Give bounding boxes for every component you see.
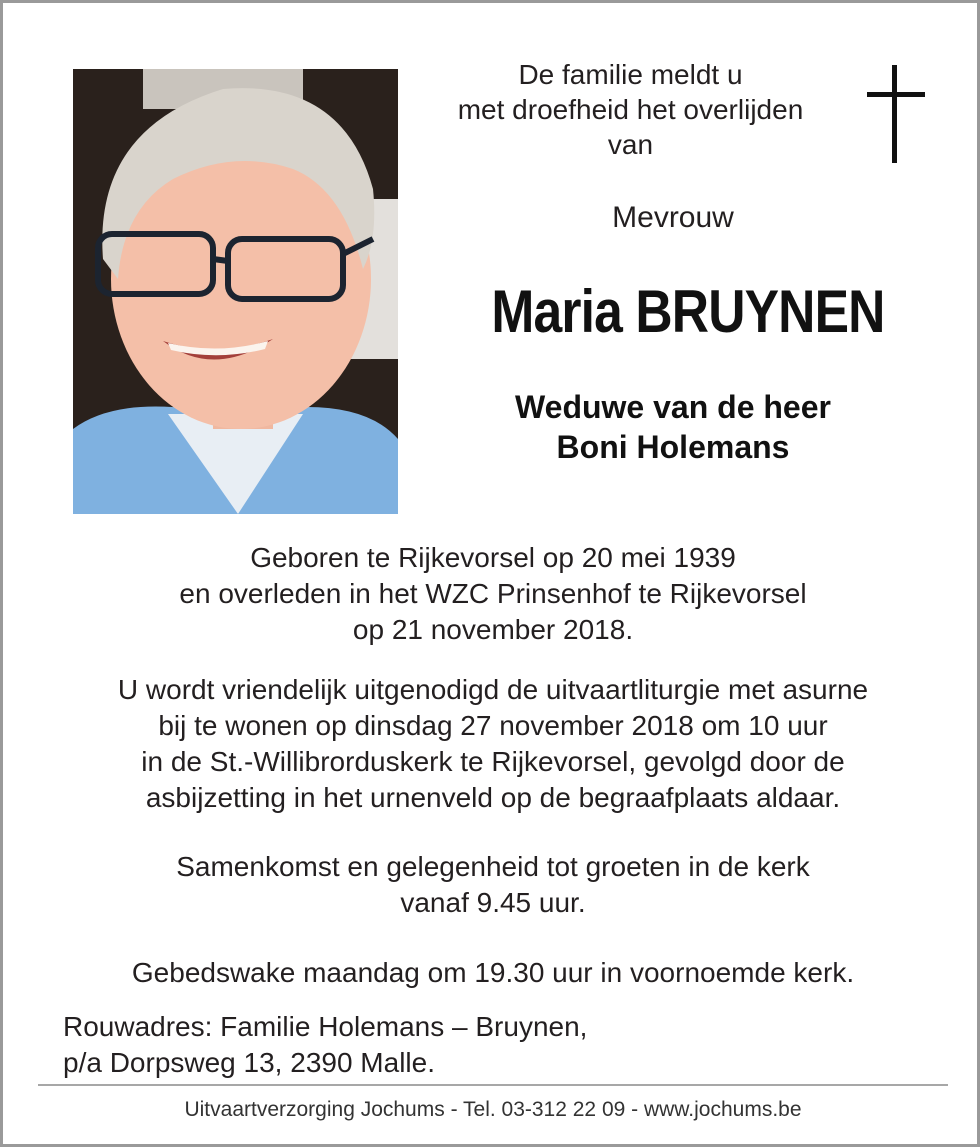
address-line-1: Rouwadres: Familie Holemans – Bruynen,: [63, 1011, 588, 1042]
mourning-address: [63, 1009, 763, 1081]
funeral-line-2: bij te wonen op dinsdag 27 november 2018 om 10 uur: [158, 710, 828, 741]
spouse-line-2: Boni Holemans: [556, 429, 790, 465]
spouse-info: [423, 387, 923, 467]
deceased-name: Maria BRUYNEN: [491, 278, 885, 345]
honorific: Mevrouw: [612, 201, 734, 234]
funeral-line-3: in de St.-Willibrorduskerk te Rijkevorsel, gevolgd door de: [141, 746, 845, 777]
gathering-line-2: vanaf 9.45 uur.: [400, 887, 586, 918]
funeral-invitation: [23, 672, 963, 816]
gathering-line-1: Samenkomst en gelegenheid tot groeten in de kerk: [176, 851, 810, 882]
footer-divider: [38, 1084, 948, 1086]
spouse-line-1: Weduwe van de heer: [515, 389, 831, 425]
intro-line-2: met droefheid het overlijden: [457, 94, 804, 125]
address-line-2: p/a Dorpsweg 13, 2390 Malle.: [63, 1047, 435, 1078]
intro-line-3: van: [607, 129, 654, 160]
death-line: en overleden in het WZC Prinsenhof te Rijkevorsel: [179, 578, 807, 609]
intro-line-1: De familie meldt u: [518, 59, 743, 90]
funeral-line-1: U wordt vriendelijk uitgenodigd de uitvaartliturgie met asurne: [117, 674, 869, 705]
announcement-intro: [403, 57, 858, 162]
birth-line: Geboren te Rijkevorsel op 20 mei 1939: [250, 542, 736, 573]
funeral-line-4: asbijzetting in het urnenveld op de begraafplaats aldaar.: [145, 782, 841, 813]
birth-death-info: [23, 540, 963, 648]
gathering-info: [23, 849, 963, 921]
wake-line: Gebedswake maandag om 19.30 uur in voornoemde kerk.: [131, 957, 855, 988]
portrait-illustration: [73, 69, 398, 514]
portrait-photo: [73, 69, 398, 514]
wake-info: [23, 955, 963, 991]
funeral-home-footer: Uitvaartverzorging Jochums - Tel. 03-312 22 09 - www.jochums.be: [184, 1098, 802, 1121]
cross-icon: [867, 65, 925, 163]
death-date-line: op 21 november 2018.: [352, 614, 634, 645]
